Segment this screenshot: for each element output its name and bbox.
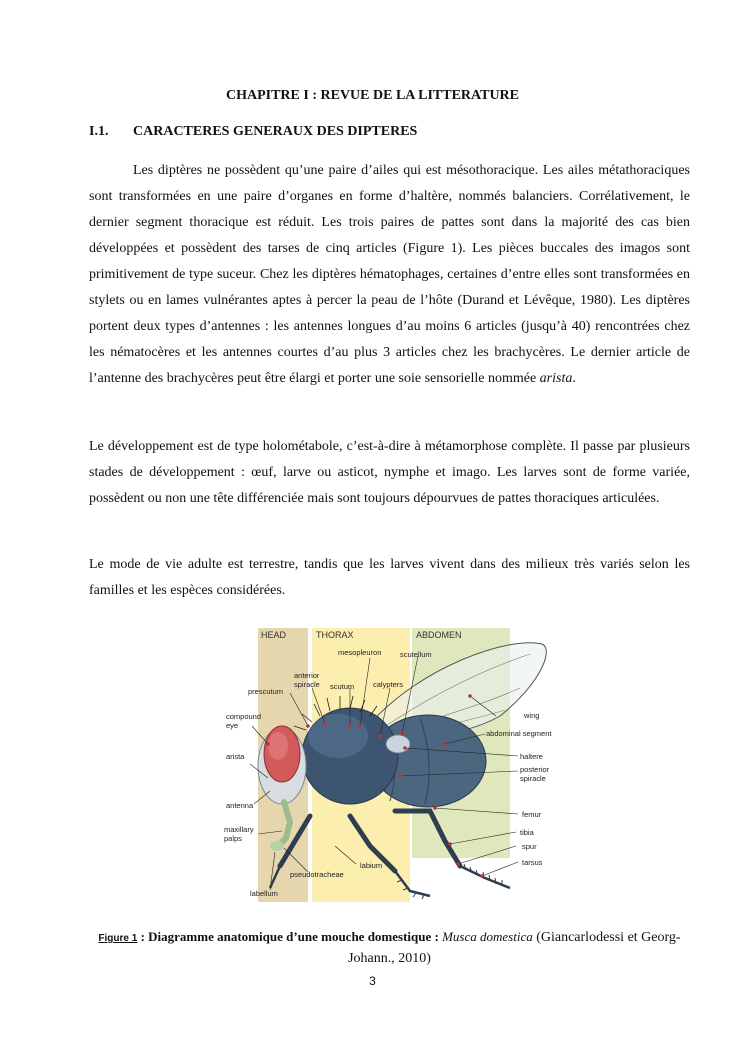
label-anterior: anterior bbox=[294, 671, 320, 680]
label-posterior: posterior bbox=[520, 765, 550, 774]
label-anterior-spiracle: spiracle bbox=[294, 680, 320, 689]
label-calypters: calypters bbox=[373, 680, 404, 689]
label-tarsus: tarsus bbox=[522, 858, 543, 867]
label-posterior-spiracle: spiracle bbox=[520, 774, 546, 783]
caption-citation-1: (Giancarlodessi et Georg- bbox=[532, 930, 681, 945]
caption-title: : Diagramme anatomique d’une mouche domestique : bbox=[137, 929, 443, 944]
caption-citation-2: Johann., 2010) bbox=[348, 951, 431, 966]
label-wing: wing bbox=[524, 711, 540, 720]
label-pseudotracheae: pseudotracheae bbox=[290, 870, 344, 879]
paragraph-3: Le mode de vie adulte est terrestre, tandis que les larves vivent dans des milieux très variés selon les familles et les espèces considérées. bbox=[89, 557, 690, 598]
chapter-title: CHAPITRE I : REVUE DE LA LITTERATURE bbox=[225, 88, 519, 103]
label-spur: spur bbox=[522, 842, 537, 851]
paragraph-1-text: Les diptères ne possèdent qu’une paire d’ailes qui est mésothoracique. Les ailes métathoraciques sont transformées en une paire d’organes en forme d’haltère, nommés balanciers. Corrélativement, le dernier segment thoracique est réduit. Les trois paires de pattes sont dans la majorité des cas bien développées et possèdent des tarses de cinq articles (Figure 1). Les pièces buccales des imagos sont primitivement de type suceur. Chez les diptères hématophages, certaines d’entre elles sont transformées en stylets ou en lames vulnérantes aptes à percer la peau de l’hôte (Durand et Lévêque, 1980). Les diptères portent deux types d’antennes : les antennes longues d’au moins 6 articles (jusqu’à 40) rencontrées chez les nématocères et les antennes courtes d’au plus 3 articles chez les brachycères. Le dernier article de l’antenne des brachycères peut être élargi et porter une soie sensorielle nommée bbox=[89, 163, 690, 386]
label-mesopleuron: mesopleuron bbox=[338, 648, 382, 657]
label-arista: arista bbox=[226, 752, 245, 761]
head-region-label: HEAD bbox=[261, 630, 287, 640]
label-labellum: labellum bbox=[250, 889, 278, 898]
label-eye: eye bbox=[226, 721, 239, 730]
thorax-region-label: THORAX bbox=[316, 630, 354, 640]
label-scutellum: scutellum bbox=[400, 650, 432, 659]
label-femur: femur bbox=[522, 810, 542, 819]
label-prescutum: prescutum bbox=[248, 687, 284, 696]
section-number: I.1. bbox=[89, 124, 109, 139]
paragraph-1 bbox=[89, 158, 690, 392]
arista-term: arista bbox=[539, 371, 573, 386]
label-antenna: antenna bbox=[226, 801, 254, 810]
label-maxillary: maxillary bbox=[224, 825, 254, 834]
label-scutum: scutum bbox=[330, 682, 355, 691]
paragraph-1-end: . bbox=[572, 371, 576, 386]
abdomen-region-label: ABDOMEN bbox=[416, 630, 462, 640]
paragraph-2: Le développement est de type holométabole, c’est-à-dire à métamorphose complète. Il passe par plusieurs stades de développement : œuf, larve ou asticot, nymphe et imago. Les larves sont de forme variée, possèdent ou non une tête différenciée mais sont toujours dépourvues de pattes thoraciques articulées. bbox=[89, 439, 690, 506]
label-haltere: haltere bbox=[520, 752, 543, 761]
fly-anatomy-figure bbox=[220, 626, 560, 902]
label-labium: labium bbox=[360, 861, 383, 870]
figure-label: Figure 1 bbox=[98, 933, 138, 944]
leg-spines bbox=[397, 864, 502, 899]
label-tibia: tibia bbox=[520, 828, 534, 837]
section-heading bbox=[89, 124, 417, 140]
figure-caption bbox=[89, 927, 690, 968]
label-palps: palps bbox=[224, 834, 242, 843]
caption-species: Musca domestica bbox=[442, 929, 533, 944]
page-number: 3 bbox=[369, 974, 376, 988]
label-abdominal-segment: abdominal segment bbox=[486, 729, 552, 738]
label-compound: compound bbox=[226, 712, 262, 721]
section-title: CARACTERES GENERAUX DES DIPTERES bbox=[133, 124, 418, 139]
